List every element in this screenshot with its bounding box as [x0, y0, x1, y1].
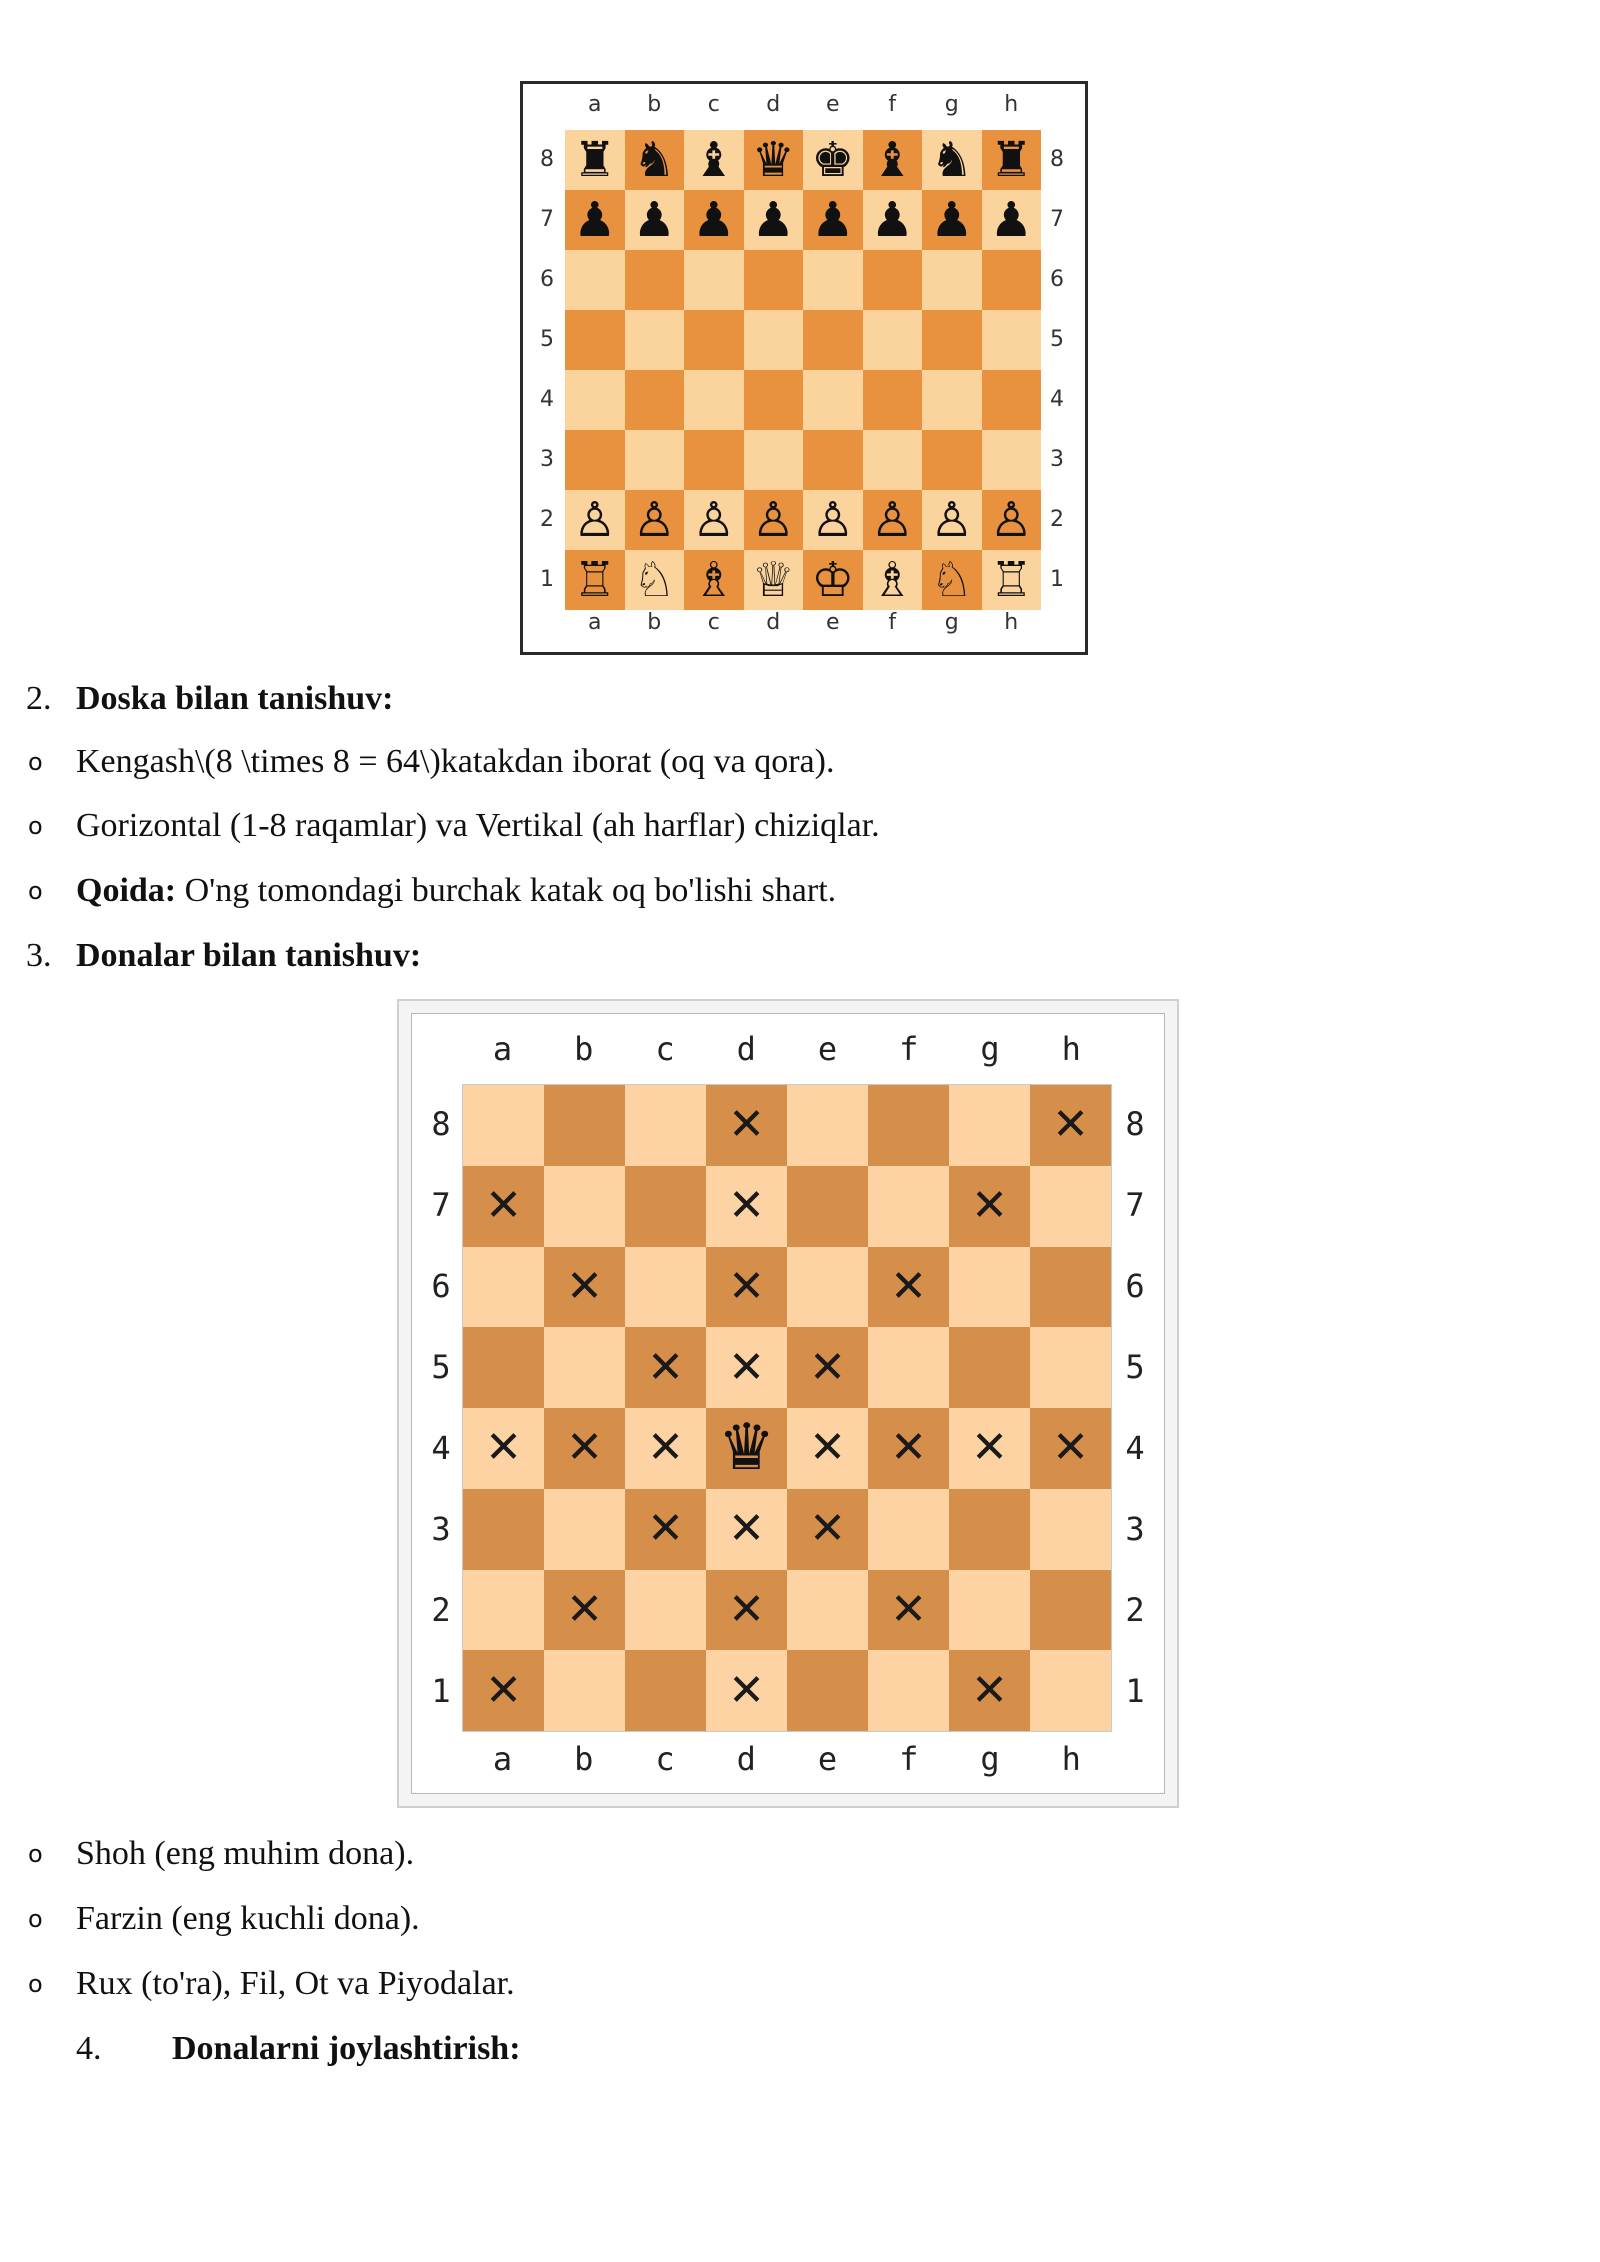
bullet-text: Gorizontal (1-8 raqamlar) va Vertikal (ah harflar) chiziqlar. — [76, 807, 880, 844]
square-b2 — [544, 1570, 625, 1651]
square-g8 — [949, 1085, 1030, 1166]
rank-label-left: 6 — [540, 267, 554, 292]
attack-mark-icon: ✕ — [647, 1341, 684, 1393]
file-label-bottom: g — [944, 610, 959, 635]
chess-piece-icon: ♝ — [692, 132, 736, 188]
chess-piece-icon: ♞ — [930, 132, 974, 188]
file-label-bottom: f — [888, 610, 897, 635]
section4-number: 4. — [76, 2030, 102, 2067]
square-b2 — [625, 490, 685, 550]
chess-piece-icon: ♕ — [751, 552, 795, 608]
square-h8 — [982, 130, 1042, 190]
rank-label-left: 1 — [431, 1672, 451, 1710]
square-a2 — [463, 1570, 544, 1651]
square-g8 — [922, 130, 982, 190]
square-a3 — [463, 1489, 544, 1570]
square-c6 — [625, 1247, 706, 1328]
square-b5 — [544, 1327, 625, 1408]
rank-label-right: 1 — [1050, 567, 1064, 592]
square-h6 — [982, 250, 1042, 310]
square-c4 — [625, 1408, 706, 1489]
chess-piece-icon: ♙ — [870, 492, 914, 548]
square-h5 — [1030, 1327, 1111, 1408]
square-c1 — [625, 1650, 706, 1731]
square-f2 — [868, 1570, 949, 1651]
square-d7 — [706, 1166, 787, 1247]
square-c6 — [684, 250, 744, 310]
file-label-bottom: h — [1004, 610, 1019, 635]
attack-mark-icon: ✕ — [971, 1180, 1008, 1232]
square-d3 — [744, 430, 804, 490]
bullet-marker: o — [28, 1840, 43, 1868]
attack-mark-icon: ✕ — [728, 1180, 765, 1232]
rank-label-right: 8 — [1050, 147, 1064, 172]
square-f5 — [868, 1327, 949, 1408]
bullet-marker: o — [28, 877, 43, 905]
file-label-top: g — [944, 92, 959, 117]
attack-mark-icon: ✕ — [728, 1503, 765, 1555]
square-c1 — [684, 550, 744, 610]
file-label-top: e — [825, 92, 840, 117]
file-label-bottom: f — [899, 1740, 919, 1778]
file-label-bottom: b — [574, 1740, 594, 1778]
square-c3 — [684, 430, 744, 490]
square-c7 — [684, 190, 744, 250]
queen-moves-figure — [397, 999, 1179, 1808]
file-label-top: g — [980, 1030, 1000, 1068]
square-f4 — [868, 1408, 949, 1489]
square-e2 — [787, 1570, 868, 1651]
square-h3 — [982, 430, 1042, 490]
rank-label-left: 7 — [431, 1186, 451, 1224]
attack-mark-icon: ✕ — [485, 1422, 522, 1474]
attack-mark-icon: ✕ — [485, 1664, 522, 1716]
square-f3 — [868, 1489, 949, 1570]
square-a5 — [463, 1327, 544, 1408]
rank-label-left: 8 — [540, 147, 554, 172]
square-e3 — [787, 1489, 868, 1570]
rank-label-right: 4 — [1125, 1429, 1145, 1467]
file-label-top: a — [492, 1030, 513, 1068]
rank-label-left: 3 — [540, 447, 554, 472]
rank-label-right: 1 — [1125, 1672, 1145, 1710]
square-c3 — [625, 1489, 706, 1570]
file-label-bottom: e — [817, 1740, 838, 1778]
square-c4 — [684, 370, 744, 430]
square-b8 — [625, 130, 685, 190]
square-a5 — [565, 310, 625, 370]
file-label-top: h — [1004, 92, 1019, 117]
square-b3 — [544, 1489, 625, 1570]
square-a8 — [565, 130, 625, 190]
chess-piece-icon: ♛ — [751, 132, 795, 188]
square-f7 — [868, 1166, 949, 1247]
file-label-bottom: b — [647, 610, 662, 635]
bullet-text: Kengash\(8 \times 8 = 64\)katakdan iborat (oq va qora). — [76, 743, 835, 780]
square-g4 — [949, 1408, 1030, 1489]
square-g2 — [949, 1570, 1030, 1651]
square-a4 — [565, 370, 625, 430]
attack-mark-icon: ✕ — [809, 1341, 846, 1393]
square-g1 — [922, 550, 982, 610]
square-h1 — [1030, 1650, 1111, 1731]
bullet-marker: o — [28, 1970, 43, 1998]
chess-piece-icon: ♟ — [811, 192, 855, 248]
starting-position-board — [520, 81, 1088, 655]
square-b5 — [625, 310, 685, 370]
attack-mark-icon: ✕ — [890, 1422, 927, 1474]
square-g3 — [922, 430, 982, 490]
file-label-bottom: h — [1061, 1740, 1081, 1778]
chess-piece-icon: ♗ — [870, 552, 914, 608]
square-b4 — [625, 370, 685, 430]
square-e5 — [787, 1327, 868, 1408]
rank-label-right: 5 — [1125, 1348, 1145, 1386]
chess-piece-icon: ♙ — [632, 492, 676, 548]
square-a7 — [463, 1166, 544, 1247]
square-g5 — [949, 1327, 1030, 1408]
square-d4 — [706, 1408, 787, 1489]
file-label-top: a — [588, 92, 602, 117]
bullet-text: Farzin (eng kuchli dona). — [76, 1900, 420, 1937]
chess-piece-icon: ♖ — [989, 552, 1033, 608]
file-label-top: d — [736, 1030, 756, 1068]
square-h1 — [982, 550, 1042, 610]
rank-label-right: 2 — [1050, 507, 1064, 532]
square-d8 — [744, 130, 804, 190]
file-label-top: e — [817, 1030, 838, 1068]
file-label-bottom: e — [825, 610, 840, 635]
square-e3 — [803, 430, 863, 490]
square-g3 — [949, 1489, 1030, 1570]
rank-label-left: 1 — [540, 567, 554, 592]
attack-mark-icon: ✕ — [566, 1583, 603, 1635]
square-g7 — [922, 190, 982, 250]
square-f8 — [863, 130, 923, 190]
board1-grid — [565, 130, 1041, 610]
square-g5 — [922, 310, 982, 370]
attack-mark-icon: ✕ — [809, 1503, 846, 1555]
square-a3 — [565, 430, 625, 490]
rule-label: Qoida: — [76, 872, 177, 909]
rank-label-left: 8 — [431, 1105, 451, 1143]
file-label-top: c — [707, 92, 720, 117]
file-label-top: h — [1061, 1030, 1081, 1068]
square-d2 — [706, 1570, 787, 1651]
square-h2 — [982, 490, 1042, 550]
file-label-top: c — [655, 1030, 675, 1068]
rank-label-left: 5 — [540, 327, 554, 352]
file-label-top: f — [899, 1030, 919, 1068]
square-d6 — [744, 250, 804, 310]
rank-label-right: 2 — [1125, 1591, 1145, 1629]
attack-mark-icon: ✕ — [647, 1503, 684, 1555]
attack-mark-icon: ✕ — [728, 1260, 765, 1312]
rank-label-left: 7 — [540, 207, 554, 232]
square-h8 — [1030, 1085, 1111, 1166]
bullet-marker: o — [28, 1905, 43, 1933]
chess-piece-icon: ♗ — [692, 552, 736, 608]
file-label-bottom: a — [492, 1740, 513, 1778]
square-b8 — [544, 1085, 625, 1166]
file-label-bottom: d — [766, 610, 781, 635]
square-e6 — [803, 250, 863, 310]
rank-label-left: 6 — [431, 1267, 451, 1305]
square-d4 — [744, 370, 804, 430]
square-c5 — [625, 1327, 706, 1408]
rank-label-left: 2 — [540, 507, 554, 532]
bullet-marker: o — [28, 748, 43, 776]
square-a1 — [463, 1650, 544, 1731]
chess-piece-icon: ♙ — [811, 492, 855, 548]
square-c2 — [684, 490, 744, 550]
queen-moves-board — [411, 1013, 1165, 1794]
square-b6 — [625, 250, 685, 310]
attack-mark-icon: ✕ — [728, 1664, 765, 1716]
square-h4 — [1030, 1408, 1111, 1489]
chess-piece-icon: ♟ — [692, 192, 736, 248]
square-d1 — [744, 550, 804, 610]
file-label-bottom: a — [588, 610, 602, 635]
square-d5 — [744, 310, 804, 370]
square-d3 — [706, 1489, 787, 1570]
section2-number: 2. — [26, 680, 52, 717]
square-e4 — [803, 370, 863, 430]
square-d6 — [706, 1247, 787, 1328]
rank-label-right: 3 — [1125, 1510, 1145, 1548]
square-h7 — [982, 190, 1042, 250]
chess-piece-icon: ♟ — [573, 192, 617, 248]
chess-piece-icon: ♞ — [632, 132, 676, 188]
chess-piece-icon: ♜ — [989, 132, 1033, 188]
square-c2 — [625, 1570, 706, 1651]
square-e8 — [803, 130, 863, 190]
square-f7 — [863, 190, 923, 250]
square-f6 — [863, 250, 923, 310]
square-b7 — [544, 1166, 625, 1247]
square-a6 — [463, 1247, 544, 1328]
square-b6 — [544, 1247, 625, 1328]
rank-label-left: 4 — [431, 1429, 451, 1467]
attack-mark-icon: ✕ — [728, 1583, 765, 1635]
square-c8 — [625, 1085, 706, 1166]
chess-piece-icon: ♚ — [811, 132, 855, 188]
attack-mark-icon: ✕ — [890, 1583, 927, 1635]
square-a2 — [565, 490, 625, 550]
attack-mark-icon: ✕ — [971, 1664, 1008, 1716]
square-b1 — [544, 1650, 625, 1731]
board2-grid — [462, 1084, 1112, 1732]
attack-mark-icon: ✕ — [809, 1422, 846, 1474]
square-d5 — [706, 1327, 787, 1408]
chess-piece-icon: ♘ — [632, 552, 676, 608]
square-b4 — [544, 1408, 625, 1489]
square-a1 — [565, 550, 625, 610]
attack-mark-icon: ✕ — [647, 1422, 684, 1474]
square-d7 — [744, 190, 804, 250]
rank-label-right: 6 — [1050, 267, 1064, 292]
chess-piece-icon: ♙ — [573, 492, 617, 548]
file-label-bottom: c — [655, 1740, 675, 1778]
section2-title: Doska bilan tanishuv: — [76, 680, 394, 717]
square-h5 — [982, 310, 1042, 370]
bullet-text-rule — [76, 871, 836, 911]
chess-piece-icon: ♖ — [573, 552, 617, 608]
chess-piece-icon: ♟ — [930, 192, 974, 248]
square-f6 — [868, 1247, 949, 1328]
rank-label-right: 6 — [1125, 1267, 1145, 1305]
square-f4 — [863, 370, 923, 430]
chess-piece-icon: ♔ — [811, 552, 855, 608]
rank-label-right: 3 — [1050, 447, 1064, 472]
rank-label-left: 2 — [431, 1591, 451, 1629]
bullet-text: Rux (to'ra), Fil, Ot va Piyodalar. — [76, 1965, 515, 2002]
rank-label-right: 7 — [1050, 207, 1064, 232]
chess-piece-icon: ♝ — [870, 132, 914, 188]
chess-piece-icon: ♟ — [989, 192, 1033, 248]
square-g4 — [922, 370, 982, 430]
square-e1 — [787, 1650, 868, 1731]
attack-mark-icon: ✕ — [566, 1422, 603, 1474]
square-e1 — [803, 550, 863, 610]
chess-piece-icon: ♜ — [573, 132, 617, 188]
chess-piece-icon: ♙ — [930, 492, 974, 548]
chess-piece-icon: ♟ — [870, 192, 914, 248]
chess-piece-icon: ♙ — [692, 492, 736, 548]
file-label-top: d — [766, 92, 781, 117]
square-g1 — [949, 1650, 1030, 1731]
square-e2 — [803, 490, 863, 550]
rank-label-left: 5 — [431, 1348, 451, 1386]
attack-mark-icon: ✕ — [485, 1180, 522, 1232]
square-f2 — [863, 490, 923, 550]
square-g6 — [949, 1247, 1030, 1328]
section3-title: Donalar bilan tanishuv: — [76, 937, 422, 974]
square-g6 — [922, 250, 982, 310]
square-a7 — [565, 190, 625, 250]
file-label-bottom: c — [707, 610, 720, 635]
bullet-marker: o — [28, 812, 43, 840]
square-e7 — [787, 1166, 868, 1247]
file-label-top: f — [888, 92, 897, 117]
rank-label-right: 4 — [1050, 387, 1064, 412]
chess-piece-icon: ♟ — [751, 192, 795, 248]
chess-piece-icon: ♙ — [751, 492, 795, 548]
rule-text: O'ng tomondagi burchak katak oq bo'lishi shart. — [176, 872, 837, 909]
square-c8 — [684, 130, 744, 190]
file-label-top: b — [574, 1030, 594, 1068]
attack-mark-icon: ✕ — [890, 1260, 927, 1312]
attack-mark-icon: ✕ — [1052, 1099, 1089, 1151]
file-label-bottom: g — [980, 1740, 1000, 1778]
square-e4 — [787, 1408, 868, 1489]
square-f1 — [863, 550, 923, 610]
attack-mark-icon: ✕ — [728, 1099, 765, 1151]
square-c7 — [625, 1166, 706, 1247]
square-a6 — [565, 250, 625, 310]
square-h2 — [1030, 1570, 1111, 1651]
square-d8 — [706, 1085, 787, 1166]
file-label-bottom: d — [736, 1740, 756, 1778]
square-e7 — [803, 190, 863, 250]
square-e5 — [803, 310, 863, 370]
queen-icon: ♛ — [717, 1411, 776, 1486]
section4-title: Donalarni joylashtirish: — [172, 2030, 521, 2067]
square-b1 — [625, 550, 685, 610]
rank-label-right: 7 — [1125, 1186, 1145, 1224]
square-f8 — [868, 1085, 949, 1166]
square-e8 — [787, 1085, 868, 1166]
square-c5 — [684, 310, 744, 370]
chess-piece-icon: ♙ — [989, 492, 1033, 548]
square-a4 — [463, 1408, 544, 1489]
square-g2 — [922, 490, 982, 550]
square-d1 — [706, 1650, 787, 1731]
attack-mark-icon: ✕ — [971, 1422, 1008, 1474]
square-h7 — [1030, 1166, 1111, 1247]
file-label-top: b — [647, 92, 662, 117]
rank-label-right: 5 — [1050, 327, 1064, 352]
chess-piece-icon: ♘ — [930, 552, 974, 608]
square-g7 — [949, 1166, 1030, 1247]
attack-mark-icon: ✕ — [566, 1260, 603, 1312]
rank-label-left: 3 — [431, 1510, 451, 1548]
attack-mark-icon: ✕ — [728, 1341, 765, 1393]
chess-piece-icon: ♟ — [632, 192, 676, 248]
square-h3 — [1030, 1489, 1111, 1570]
rank-label-right: 8 — [1125, 1105, 1145, 1143]
square-d2 — [744, 490, 804, 550]
attack-mark-icon: ✕ — [1052, 1422, 1089, 1474]
square-h6 — [1030, 1247, 1111, 1328]
bullet-text: Shoh (eng muhim dona). — [76, 1835, 415, 1872]
square-b3 — [625, 430, 685, 490]
section3-number: 3. — [26, 937, 52, 974]
square-h4 — [982, 370, 1042, 430]
square-f1 — [868, 1650, 949, 1731]
square-e6 — [787, 1247, 868, 1328]
square-f5 — [863, 310, 923, 370]
square-a8 — [463, 1085, 544, 1166]
square-b7 — [625, 190, 685, 250]
rank-label-left: 4 — [540, 387, 554, 412]
square-f3 — [863, 430, 923, 490]
